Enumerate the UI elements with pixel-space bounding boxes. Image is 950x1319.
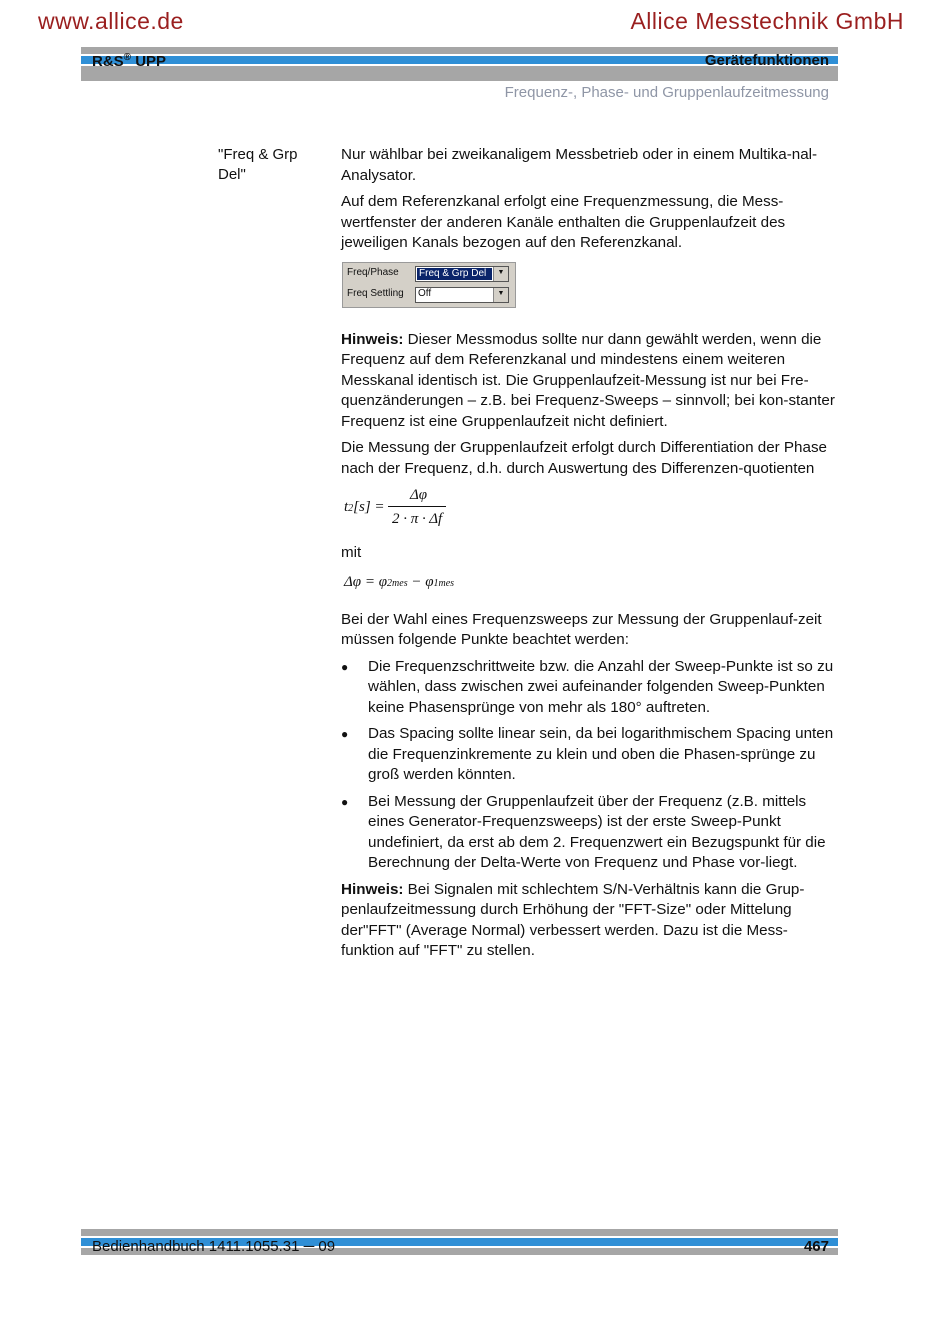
paragraph: Auf dem Referenzkanal erfolgt eine Frequenzmessung, die Mess-wertfenster der anderen Kanäle enthalten die Gruppenlaufzeit des jeweiligen Kanals bezogen auf den Referenzkanal. (341, 193, 786, 251)
paragraph: Die Messung der Gruppenlaufzeit erfolgt durch Differentiation der Phase nach der Frequenz, d.h. durch Auswertung des Differenzen-quotienten (341, 439, 827, 477)
group-delay-formula: t2[s] = Δφ 2 · π · Δf (344, 487, 839, 533)
paragraph: mit (341, 544, 362, 561)
settings-dialog-snippet (342, 262, 516, 308)
note: Hinweis: Bei Signalen mit schlechtem S/N-Verhältnis kann die Grup-penlaufzeitmessung durch Erhöhung der "FFT-Size" oder Mittelung der"FFT" (Average Normal) verbessert werden. Dazu ist die Mess-funktion auf "FFT" zu stellen. (341, 880, 805, 959)
freq-settling-select[interactable] (415, 287, 509, 303)
parameter-term: "Freq & Grp Del" (218, 146, 298, 183)
watermark-left: www.allice.de (38, 8, 184, 34)
note: Hinweis: Dieser Messmodus sollte nur dann gewählt werden, wenn die Frequenz auf dem Referenzkanal und mindestens einem weiteren Messkanal identisch ist. Die Gruppenlaufzeit-Messung ist nur bei Fre-quenzänderungen – z.B. bei Frequenz-Sweeps – sinnvoll; bei kon-stanter Frequenz ist eine Gruppenlaufzeit nicht definiert. (341, 330, 835, 430)
dialog-label: Freq Settling (347, 288, 404, 300)
paragraph: Nur wählbar bei zweikanaligem Messbetrieb oder in einem Multika-nal-Analysator. (341, 146, 818, 184)
page-number: 467 (803, 1238, 829, 1255)
header-subsection: Frequenz-, Phase- und Gruppenlaufzeitmessung (504, 84, 829, 101)
freq-phase-select[interactable] (415, 266, 509, 282)
watermark-right: Allice Messtechnik GmbH (630, 8, 904, 34)
bullet-list (341, 657, 839, 874)
footer-manual: Bedienhandbuch 1411.1055.31 ─ 09 (92, 1238, 336, 1255)
dialog-row-freq-settling (347, 287, 509, 303)
list-item: ● Das Spacing sollte linear sein, da bei logarithmischem Spacing unten die Frequenzinkremente zu klein und oben die Phasen-sprünge zu groß werden könnten. (341, 724, 839, 786)
list-item: ● Die Frequenzschrittweite bzw. die Anzahl der Sweep-Punkte ist so zu wählen, dass zwischen zwei aufeinander folgenden Sweep-Punkten keine Phasensprünge von mehr als 180° auftreten. (341, 657, 839, 719)
select-value: Freq & Grp Del (417, 268, 492, 280)
header-product: R&S® UPP (92, 52, 167, 70)
chevron-down-icon[interactable]: ▼ (493, 267, 508, 281)
header-section: Gerätefunktionen (704, 52, 829, 69)
content-body (341, 145, 839, 968)
list-item: ● Bei Messung der Gruppenlaufzeit über der Frequenz (z.B. mittels eines Generator-Frequenzsweeps) ist der erste Sweep-Punkt undefiniert, da erst ab dem 2. Frequenzwert ein Bezugspunkt für die Berechnung der Delta-Werte von Frequenz und Phase vor-liegt. (341, 792, 839, 874)
dialog-row-freq-phase (347, 266, 509, 282)
phase-difference-formula: Δφ = φ2mes − φ1mes (344, 573, 455, 590)
chevron-down-icon[interactable]: ▼ (493, 288, 508, 302)
paragraph: Bei der Wahl eines Frequenzsweeps zur Messung der Gruppenlauf-zeit müssen folgende Punkte beachtet werden: (341, 610, 822, 648)
select-value: Off (418, 288, 432, 300)
dialog-label: Freq/Phase (347, 267, 399, 279)
